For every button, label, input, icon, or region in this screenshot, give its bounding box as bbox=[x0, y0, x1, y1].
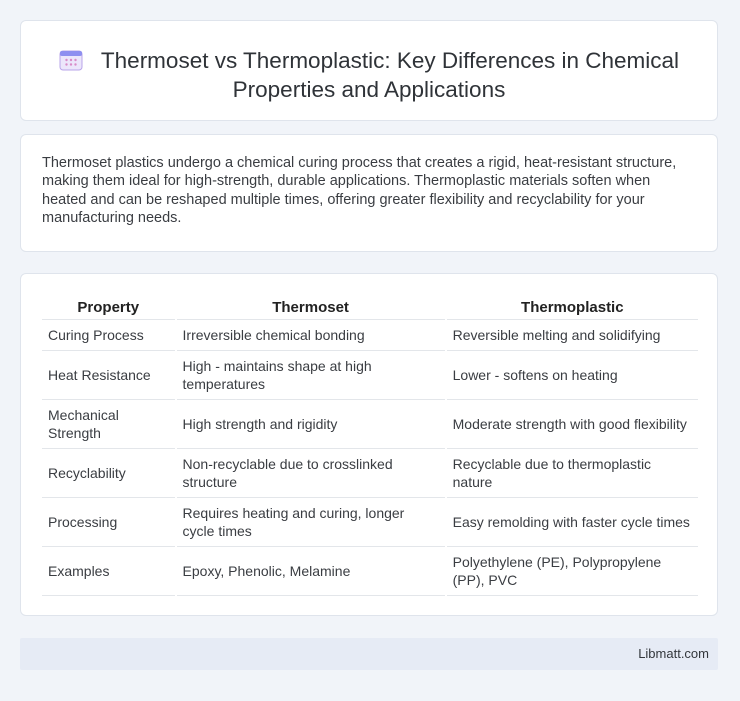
thermoset-cell: High strength and rigidity bbox=[176, 400, 446, 449]
title-wrap bbox=[21, 46, 717, 104]
row-label: Recyclability bbox=[42, 449, 176, 498]
thermoplastic-cell: Recyclable due to thermoplastic nature bbox=[446, 449, 698, 498]
thermoset-cell: Non-recyclable due to crosslinked structure bbox=[176, 449, 446, 498]
row-label: Processing bbox=[42, 498, 176, 547]
thermoplastic-cell: Reversible melting and solidifying bbox=[446, 320, 698, 351]
thermoset-cell: Epoxy, Phenolic, Melamine bbox=[176, 547, 446, 596]
thermoset-cell: High - maintains shape at high temperatures bbox=[176, 351, 446, 400]
thermoplastic-cell: Lower - softens on heating bbox=[446, 351, 698, 400]
row-label: Heat Resistance bbox=[42, 351, 176, 400]
row-label: Curing Process bbox=[42, 320, 176, 351]
column-header-thermoset: Thermoset bbox=[176, 296, 446, 320]
thermoplastic-cell: Polyethylene (PE), Polypropylene (PP), PVC bbox=[446, 547, 698, 596]
table-row bbox=[42, 320, 698, 351]
footer-bar bbox=[20, 638, 718, 670]
thermoplastic-cell: Moderate strength with good flexibility bbox=[446, 400, 698, 449]
row-label: Mechanical Strength bbox=[42, 400, 176, 449]
intro-card bbox=[20, 134, 718, 252]
comparison-table bbox=[42, 296, 698, 596]
table-row bbox=[42, 351, 698, 400]
title-card bbox=[20, 20, 718, 121]
table-row bbox=[42, 498, 698, 547]
thermoset-cell: Irreversible chemical bonding bbox=[176, 320, 446, 351]
calendar-icon bbox=[59, 49, 83, 71]
site-link[interactable]: Libmatt.com bbox=[638, 646, 709, 661]
table-header-row bbox=[42, 296, 698, 320]
thermoplastic-cell: Easy remolding with faster cycle times bbox=[446, 498, 698, 547]
table-row bbox=[42, 400, 698, 449]
comparison-table-card bbox=[20, 273, 718, 616]
intro-paragraph: Thermoset plastics undergo a chemical curing process that creates a rigid, heat-resistant structure, making them ideal for high-strength, durable applications. Thermoplastic materials soften when heated and can be reshaped multiple times, offering greater flexibility and recyclability for your manufacturing needs. bbox=[42, 155, 677, 226]
column-header-property: Property bbox=[42, 296, 176, 320]
table-row bbox=[42, 449, 698, 498]
thermoset-cell: Requires heating and curing, longer cycle times bbox=[176, 498, 446, 547]
page-title bbox=[21, 46, 717, 104]
column-header-thermoplastic: Thermoplastic bbox=[446, 296, 698, 320]
page-title-text: Thermoset vs Thermoplastic: Key Differences in Chemical Properties and Applications bbox=[100, 48, 680, 102]
row-label: Examples bbox=[42, 547, 176, 596]
table-row bbox=[42, 547, 698, 596]
